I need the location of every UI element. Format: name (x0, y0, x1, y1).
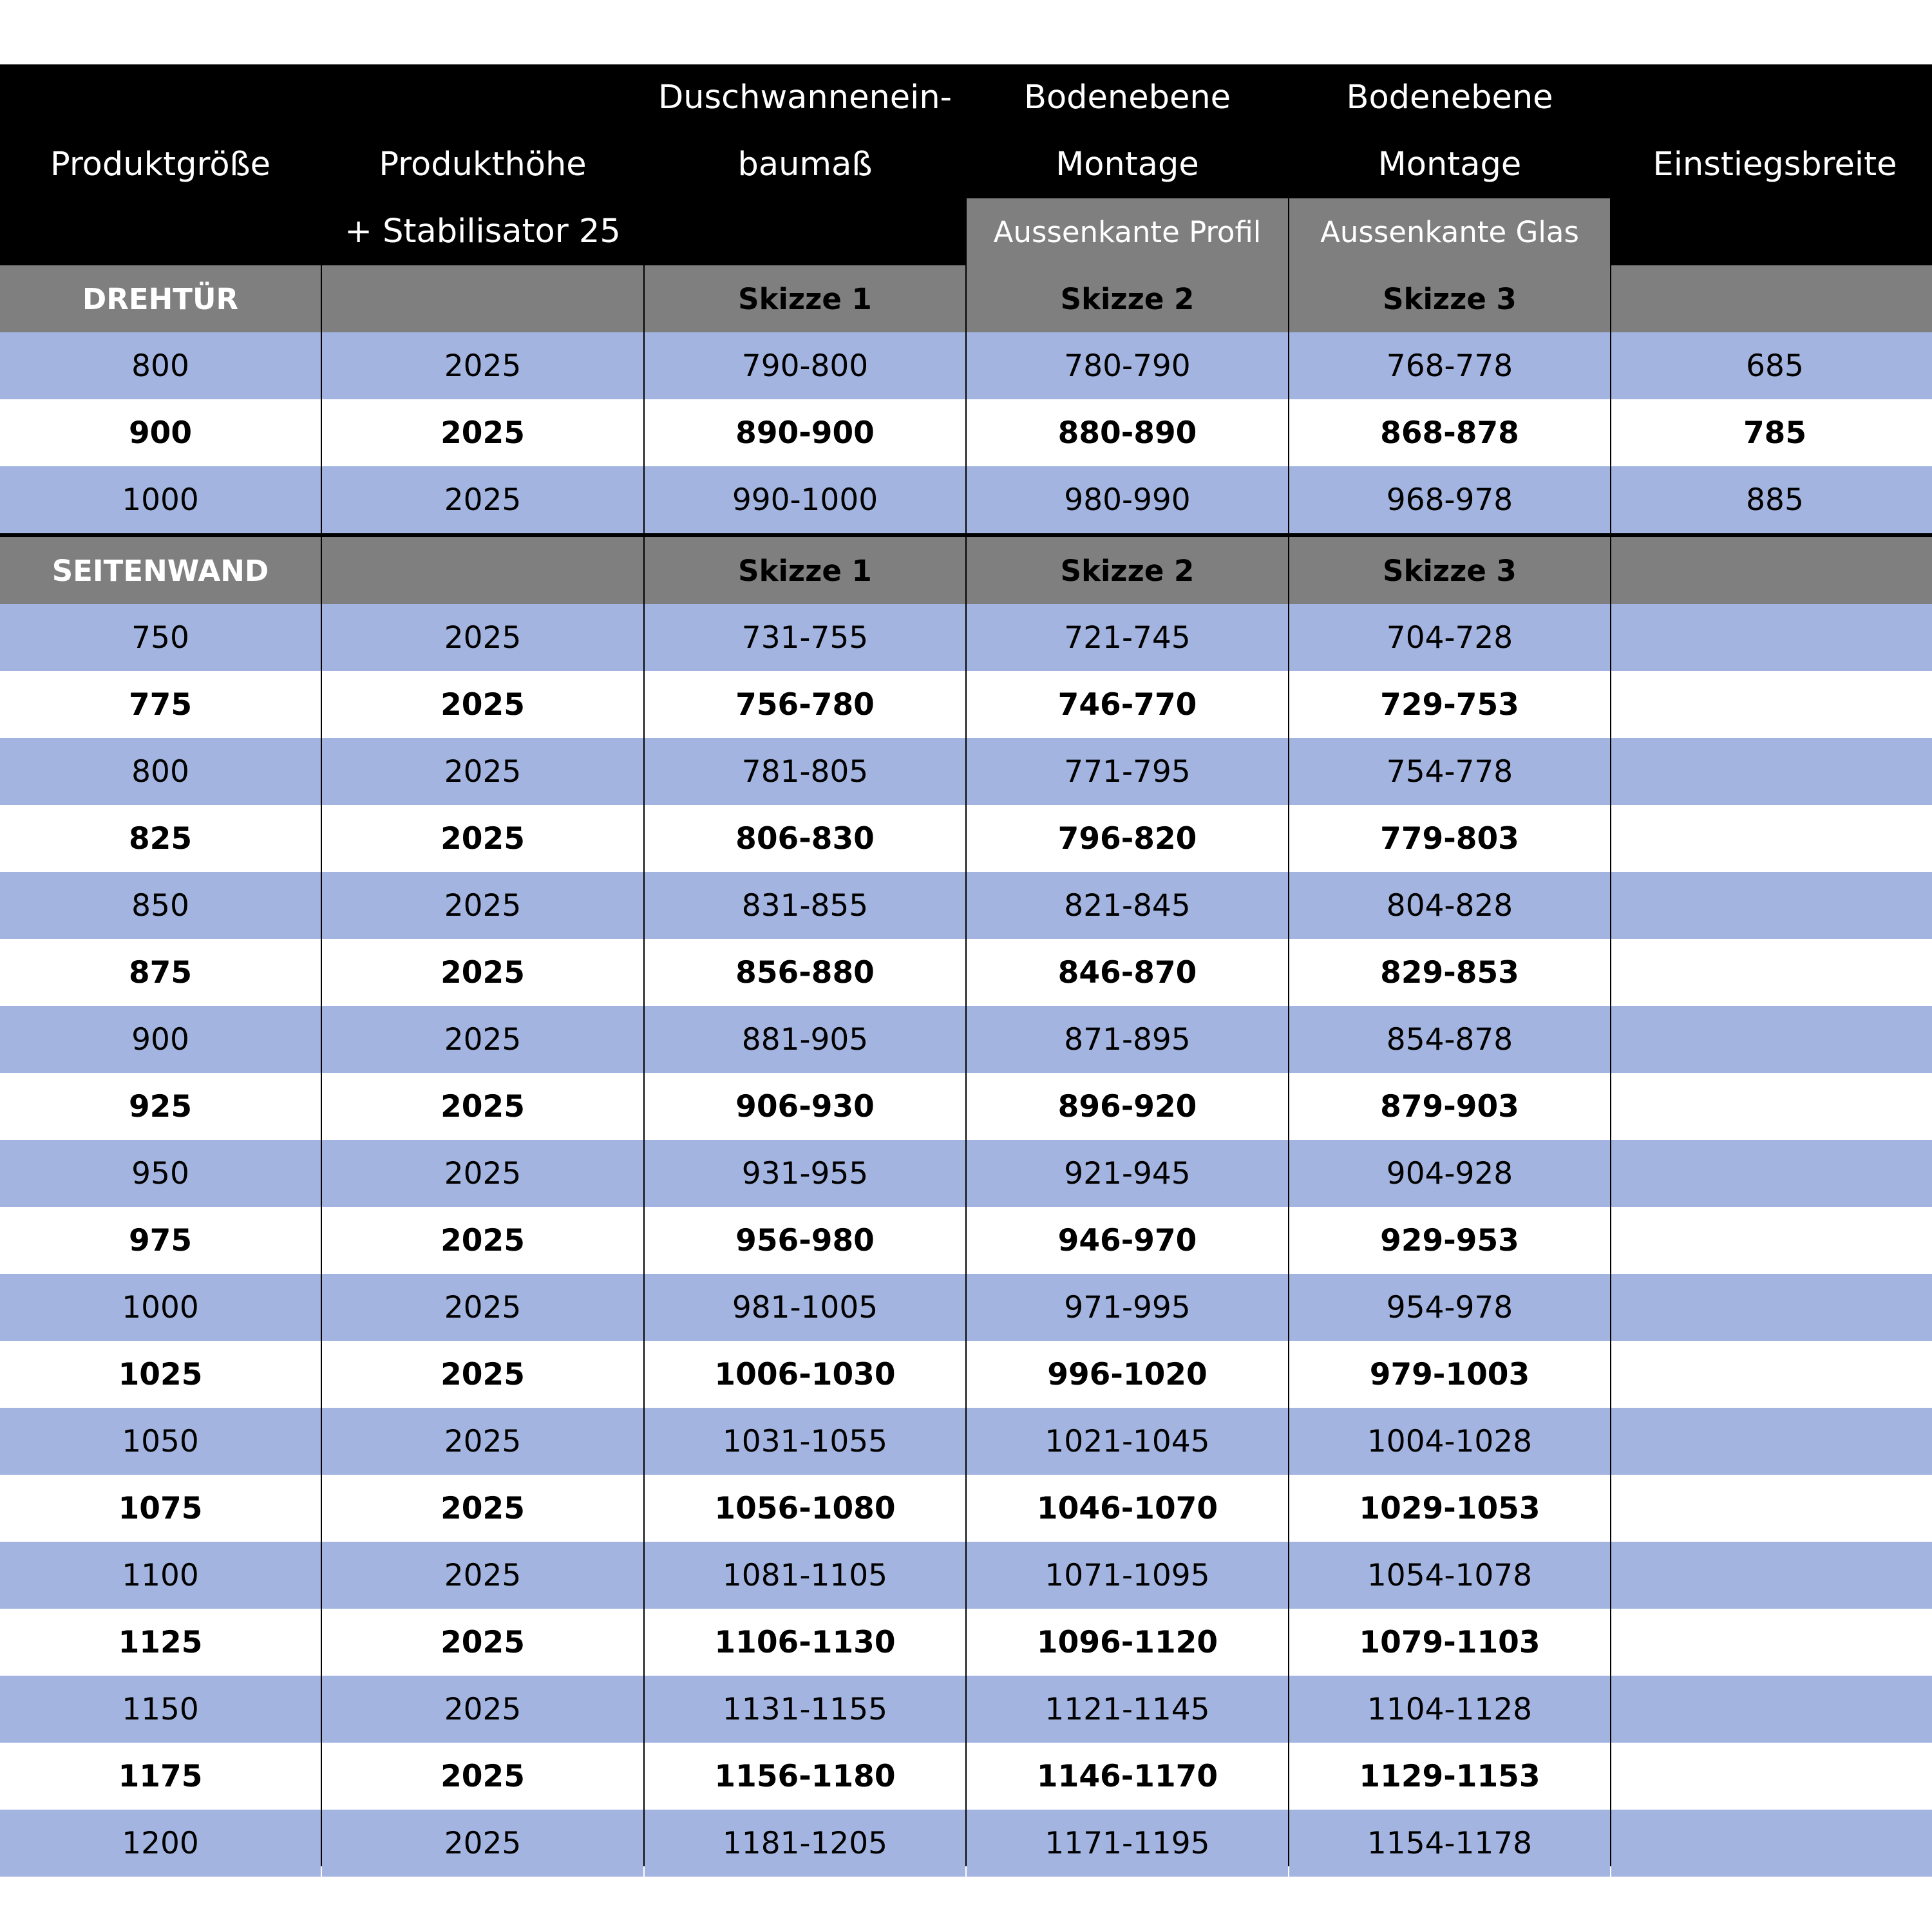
table-cell (1289, 399, 1610, 466)
table-cell-value: 1071-1095 (1045, 1557, 1210, 1593)
table-cell (1611, 399, 1932, 466)
table-cell (1289, 604, 1610, 671)
table-cell-value: 2025 (440, 1758, 525, 1794)
table-cell (1289, 1408, 1610, 1475)
table-cell-value: 2025 (440, 415, 525, 451)
table-cell (322, 1475, 643, 1542)
section-title (0, 265, 321, 332)
table-cell-value: 729-753 (1380, 687, 1519, 723)
table-cell-value: 981-1005 (732, 1289, 878, 1325)
table-cell-value: 971-995 (1064, 1289, 1191, 1325)
header-einstiegsbreite (1611, 64, 1932, 265)
table-cell-value: 2025 (444, 482, 522, 518)
table-cell (322, 1743, 643, 1810)
table-cell-value: 779-803 (1380, 820, 1519, 857)
section-title-label: SEITENWAND (52, 553, 269, 588)
table-cell-value: 754-778 (1386, 753, 1513, 790)
table-cell-value: 881-905 (741, 1021, 869, 1057)
table-cell-value: 1104-1128 (1367, 1691, 1533, 1727)
table-cell (645, 604, 965, 671)
header-produkthoehe-line2: + Stabilisator 25 (345, 213, 621, 251)
table-cell (322, 332, 643, 399)
table-cell-value: 2025 (444, 620, 522, 656)
table-cell-value: 2025 (444, 348, 522, 384)
table-cell-value: 2025 (440, 1490, 525, 1526)
table-cell (967, 1341, 1288, 1408)
table-cell (1289, 1542, 1610, 1609)
table-cell (0, 805, 321, 872)
table-cell (967, 466, 1288, 533)
section-skizze-3 (1289, 537, 1610, 604)
header-einstiegsbreite-label: Einstiegsbreite (1653, 146, 1897, 184)
table-cell (322, 1073, 643, 1140)
table-cell (645, 399, 965, 466)
table-cell (645, 1743, 965, 1810)
table-cell (1289, 939, 1610, 1006)
section-empty (322, 265, 643, 332)
section-title (0, 537, 321, 604)
table-cell-value: 2025 (440, 1088, 525, 1124)
table-cell (967, 1140, 1288, 1207)
table-cell (967, 604, 1288, 671)
table-cell (1611, 1609, 1932, 1676)
table-cell-value: 831-855 (741, 887, 869, 923)
section-skizze-2 (967, 265, 1288, 332)
table-cell-value: 879-903 (1380, 1088, 1519, 1124)
table-cell (1289, 805, 1610, 872)
table-cell (645, 1341, 965, 1408)
table-cell-value: 1031-1055 (722, 1423, 888, 1459)
table-cell-value: 2025 (440, 1222, 525, 1258)
table-cell (645, 671, 965, 738)
table-cell-value: 2025 (440, 687, 525, 723)
table-cell (1289, 872, 1610, 939)
table-cell-value: 1096-1120 (1036, 1624, 1218, 1660)
table-cell (967, 1609, 1288, 1676)
table-cell-value: 685 (1746, 348, 1804, 384)
table-cell-value: 821-845 (1064, 887, 1191, 923)
size-table (0, 64, 1932, 1866)
table-cell-value: 1156-1180 (714, 1758, 896, 1794)
header-bodenebene-glas-line2: Montage (1378, 146, 1522, 184)
table-cell-value: 1025 (118, 1356, 203, 1392)
table-cell (1611, 1676, 1932, 1743)
table-cell (645, 1073, 965, 1140)
table-cell (1611, 1207, 1932, 1274)
table-cell (322, 939, 643, 1006)
table-cell (967, 332, 1288, 399)
table-cell-value: 979-1003 (1369, 1356, 1530, 1392)
table-cell-value: 885 (1746, 482, 1804, 518)
header-bodenebene-profil-line2: Montage (1056, 146, 1199, 184)
table-cell-value: 904-928 (1386, 1155, 1513, 1191)
table-cell-value: 800 (131, 753, 189, 790)
header-produkthoehe-line1: Produkthöhe (379, 146, 587, 184)
table-cell-value: 850 (131, 887, 189, 923)
table-cell (1289, 738, 1610, 805)
table-cell (1611, 1475, 1932, 1542)
table-cell-value: 1106-1130 (714, 1624, 896, 1660)
table-cell (1611, 671, 1932, 738)
table-cell (322, 738, 643, 805)
table-cell (645, 1475, 965, 1542)
table-cell (322, 399, 643, 466)
table-cell (967, 1207, 1288, 1274)
table-cell-value: 775 (128, 687, 193, 723)
table-cell (1611, 1006, 1932, 1073)
table-cell-value: 780-790 (1064, 348, 1191, 384)
size-table-grid (0, 64, 1932, 1877)
header-sub-profil (967, 198, 1288, 265)
table-cell (967, 1743, 1288, 1810)
section-empty (1611, 537, 1932, 604)
table-cell (1289, 1609, 1610, 1676)
table-cell (645, 1207, 965, 1274)
table-cell (0, 939, 321, 1006)
table-cell-value: 1146-1170 (1036, 1758, 1218, 1794)
section-empty (322, 537, 643, 604)
section-skizze-2 (967, 537, 1288, 604)
table-cell-value: 829-853 (1380, 954, 1519, 990)
table-cell (1611, 604, 1932, 671)
table-cell-value: 800 (131, 348, 189, 384)
table-cell (322, 1274, 643, 1341)
table-cell-value: 2025 (444, 887, 522, 923)
table-cell-value: 1075 (118, 1490, 203, 1526)
table-cell (0, 1609, 321, 1676)
table-cell (1289, 1743, 1610, 1810)
table-cell-value: 790-800 (741, 348, 869, 384)
table-cell (1611, 1140, 1932, 1207)
table-cell-value: 931-955 (741, 1155, 869, 1191)
table-cell (0, 1073, 321, 1140)
table-cell-value: 854-878 (1386, 1021, 1513, 1057)
table-cell (1289, 1274, 1610, 1341)
table-cell (322, 1006, 643, 1073)
table-cell-value: 875 (128, 954, 193, 990)
section-skizze-1 (645, 537, 965, 604)
table-cell (0, 738, 321, 805)
table-cell (322, 1207, 643, 1274)
table-cell (1289, 1810, 1610, 1877)
table-cell (322, 671, 643, 738)
table-cell-value: 785 (1743, 415, 1807, 451)
table-cell (322, 604, 643, 671)
table-cell (1289, 1006, 1610, 1073)
table-cell-value: 1021-1045 (1045, 1423, 1210, 1459)
table-cell-value: 1046-1070 (1036, 1490, 1218, 1526)
header-sub-profil-label: Aussenkante Profil (993, 214, 1262, 249)
table-cell-value: 1081-1105 (722, 1557, 888, 1593)
table-cell (322, 1542, 643, 1609)
table-cell-value: 1175 (118, 1758, 203, 1794)
table-cell-value: 2025 (440, 1624, 525, 1660)
table-cell (0, 1475, 321, 1542)
table-cell-value: 1131-1155 (722, 1691, 888, 1727)
table-cell-value: 925 (128, 1088, 193, 1124)
table-cell (1611, 1274, 1932, 1341)
table-cell (0, 1341, 321, 1408)
table-cell (967, 1676, 1288, 1743)
table-cell-value: 704-728 (1386, 620, 1513, 656)
table-cell-value: 1050 (122, 1423, 199, 1459)
table-cell (322, 1408, 643, 1475)
table-cell-value: 956-980 (735, 1222, 875, 1258)
section-empty (1611, 265, 1932, 332)
header-produkthoehe (322, 64, 643, 265)
table-cell (1611, 1542, 1932, 1609)
table-cell-value: 1029-1053 (1359, 1490, 1540, 1526)
table-cell (0, 332, 321, 399)
table-cell-value: 2025 (440, 954, 525, 990)
table-cell (0, 1810, 321, 1877)
table-cell-value: 825 (128, 820, 193, 857)
table-cell (645, 1274, 965, 1341)
table-cell (645, 1006, 965, 1073)
header-produktgroesse-label: Produktgröße (50, 146, 271, 184)
table-cell (967, 671, 1288, 738)
section-skizze-3-label: Skizze 3 (1383, 553, 1517, 588)
table-cell-value: 2025 (444, 1423, 522, 1459)
section-skizze-2-label: Skizze 2 (1060, 553, 1195, 588)
table-cell-value: 768-778 (1386, 348, 1513, 384)
table-cell (1611, 1810, 1932, 1877)
table-cell-value: 846-870 (1057, 954, 1197, 990)
table-cell (1289, 1676, 1610, 1743)
table-cell (1611, 1073, 1932, 1140)
table-cell (967, 1408, 1288, 1475)
table-cell (645, 332, 965, 399)
table-cell-value: 804-828 (1386, 887, 1513, 923)
table-cell (1611, 466, 1932, 533)
table-cell-value: 1125 (118, 1624, 203, 1660)
table-cell-value: 1000 (122, 1289, 199, 1325)
table-cell-value: 2025 (444, 1691, 522, 1727)
table-cell (322, 1676, 643, 1743)
table-cell (645, 1542, 965, 1609)
table-cell (967, 1475, 1288, 1542)
table-cell (967, 1810, 1288, 1877)
table-cell (1611, 1743, 1932, 1810)
section-skizze-1-label: Skizze 1 (738, 553, 872, 588)
table-cell-value: 1000 (122, 482, 199, 518)
table-cell (0, 1408, 321, 1475)
table-cell (322, 1140, 643, 1207)
table-cell (967, 1542, 1288, 1609)
table-cell-value: 929-953 (1380, 1222, 1519, 1258)
table-cell (0, 1207, 321, 1274)
section-skizze-3 (1289, 265, 1610, 332)
table-cell-value: 950 (131, 1155, 189, 1191)
table-cell (1611, 738, 1932, 805)
table-cell-value: 796-820 (1057, 820, 1197, 857)
table-cell-value: 900 (131, 1021, 189, 1057)
section-skizze-2-label: Skizze 2 (1060, 281, 1195, 316)
table-cell (645, 1408, 965, 1475)
table-cell-value: 954-978 (1386, 1289, 1513, 1325)
table-cell (1611, 332, 1932, 399)
table-cell (967, 872, 1288, 939)
section-skizze-1-label: Skizze 1 (738, 281, 872, 316)
table-cell-value: 806-830 (735, 820, 875, 857)
table-cell (967, 399, 1288, 466)
section-skizze-1 (645, 265, 965, 332)
table-cell-value: 990-1000 (732, 482, 878, 518)
table-cell (1289, 1207, 1610, 1274)
table-cell (1611, 872, 1932, 939)
table-cell-value: 756-780 (735, 687, 875, 723)
table-cell-value: 1181-1205 (722, 1825, 888, 1861)
table-cell (645, 872, 965, 939)
table-cell-value: 1129-1153 (1359, 1758, 1540, 1794)
table-cell (1289, 332, 1610, 399)
table-cell-value: 968-978 (1386, 482, 1513, 518)
table-cell (967, 939, 1288, 1006)
table-cell (322, 1341, 643, 1408)
table-cell (1289, 1073, 1610, 1140)
table-cell-value: 1056-1080 (714, 1490, 896, 1526)
table-cell (322, 1810, 643, 1877)
table-cell (967, 1006, 1288, 1073)
table-cell (967, 1274, 1288, 1341)
table-cell-value: 1006-1030 (714, 1356, 896, 1392)
table-cell-value: 906-930 (735, 1088, 875, 1124)
table-cell (967, 738, 1288, 805)
table-cell-value: 946-970 (1057, 1222, 1197, 1258)
table-cell-value: 900 (128, 415, 193, 451)
table-cell (967, 805, 1288, 872)
table-cell-value: 980-990 (1064, 482, 1191, 518)
table-cell-value: 2025 (444, 1557, 522, 1593)
table-cell-value: 2025 (444, 1825, 522, 1861)
table-cell-value: 2025 (444, 753, 522, 790)
table-cell-value: 721-745 (1064, 620, 1191, 656)
table-cell (322, 1609, 643, 1676)
table-cell-value: 1079-1103 (1359, 1624, 1540, 1660)
table-cell (0, 1006, 321, 1073)
table-cell (1611, 1341, 1932, 1408)
table-cell (322, 805, 643, 872)
table-cell-value: 746-770 (1057, 687, 1197, 723)
section-skizze-3-label: Skizze 3 (1383, 281, 1517, 316)
table-cell (967, 1073, 1288, 1140)
table-cell-value: 880-890 (1057, 415, 1197, 451)
header-produktgroesse (0, 64, 321, 265)
table-cell-value: 975 (128, 1222, 193, 1258)
table-cell (0, 604, 321, 671)
table-cell-value: 856-880 (735, 954, 875, 990)
header-sub-glas (1289, 198, 1610, 265)
table-cell-value: 1121-1145 (1045, 1691, 1210, 1727)
table-cell-value: 996-1020 (1047, 1356, 1208, 1392)
table-cell-value: 1200 (122, 1825, 199, 1861)
table-cell (1611, 939, 1932, 1006)
table-cell (645, 738, 965, 805)
table-cell-value: 1154-1178 (1367, 1825, 1533, 1861)
table-cell (1289, 1341, 1610, 1408)
header-bodenebene-glas (1289, 64, 1610, 198)
header-sub-glas-label: Aussenkante Glas (1320, 214, 1579, 249)
table-cell (0, 1743, 321, 1810)
table-cell-value: 771-795 (1064, 753, 1191, 790)
header-duschwanne-line1: Duschwannenein- (658, 79, 952, 117)
table-cell-value: 921-945 (1064, 1155, 1191, 1191)
table-cell (322, 466, 643, 533)
table-cell (645, 1140, 965, 1207)
table-cell (1289, 466, 1610, 533)
table-cell (0, 466, 321, 533)
table-cell-value: 1004-1028 (1367, 1423, 1533, 1459)
table-cell-value: 1100 (122, 1557, 199, 1593)
table-cell (0, 1542, 321, 1609)
table-cell-value: 2025 (444, 1021, 522, 1057)
header-duschwanne (645, 64, 965, 265)
header-bodenebene-glas-line1: Bodenebene (1346, 79, 1553, 117)
table-cell (0, 1676, 321, 1743)
table-cell-value: 750 (131, 620, 189, 656)
table-cell-value: 2025 (440, 820, 525, 857)
table-cell (1289, 671, 1610, 738)
table-cell (645, 1810, 965, 1877)
table-cell (0, 671, 321, 738)
table-cell (645, 1676, 965, 1743)
table-cell-value: 1054-1078 (1367, 1557, 1533, 1593)
table-cell (0, 1140, 321, 1207)
table-cell-value: 868-878 (1380, 415, 1519, 451)
table-cell (322, 872, 643, 939)
header-duschwanne-line2: baumaß (737, 146, 873, 184)
header-bodenebene-profil (967, 64, 1288, 198)
table-cell (1289, 1140, 1610, 1207)
table-cell (645, 939, 965, 1006)
table-cell (0, 1274, 321, 1341)
table-cell-value: 1150 (122, 1691, 199, 1727)
table-cell (0, 872, 321, 939)
table-cell-value: 2025 (444, 1155, 522, 1191)
table-cell (645, 1609, 965, 1676)
table-cell (0, 399, 321, 466)
table-cell (645, 466, 965, 533)
table-cell-value: 896-920 (1057, 1088, 1197, 1124)
section-title-label: DREHTÜR (82, 281, 239, 316)
table-cell (1611, 1408, 1932, 1475)
table-cell (1289, 1475, 1610, 1542)
table-cell-value: 2025 (444, 1289, 522, 1325)
table-cell-value: 1171-1195 (1045, 1825, 1210, 1861)
table-cell-value: 890-900 (735, 415, 875, 451)
table-cell-value: 2025 (440, 1356, 525, 1392)
header-bodenebene-profil-line1: Bodenebene (1023, 79, 1231, 117)
table-cell (1611, 805, 1932, 872)
table-cell-value: 731-755 (741, 620, 869, 656)
table-cell (645, 805, 965, 872)
table-cell-value: 781-805 (741, 753, 869, 790)
table-cell-value: 871-895 (1064, 1021, 1191, 1057)
